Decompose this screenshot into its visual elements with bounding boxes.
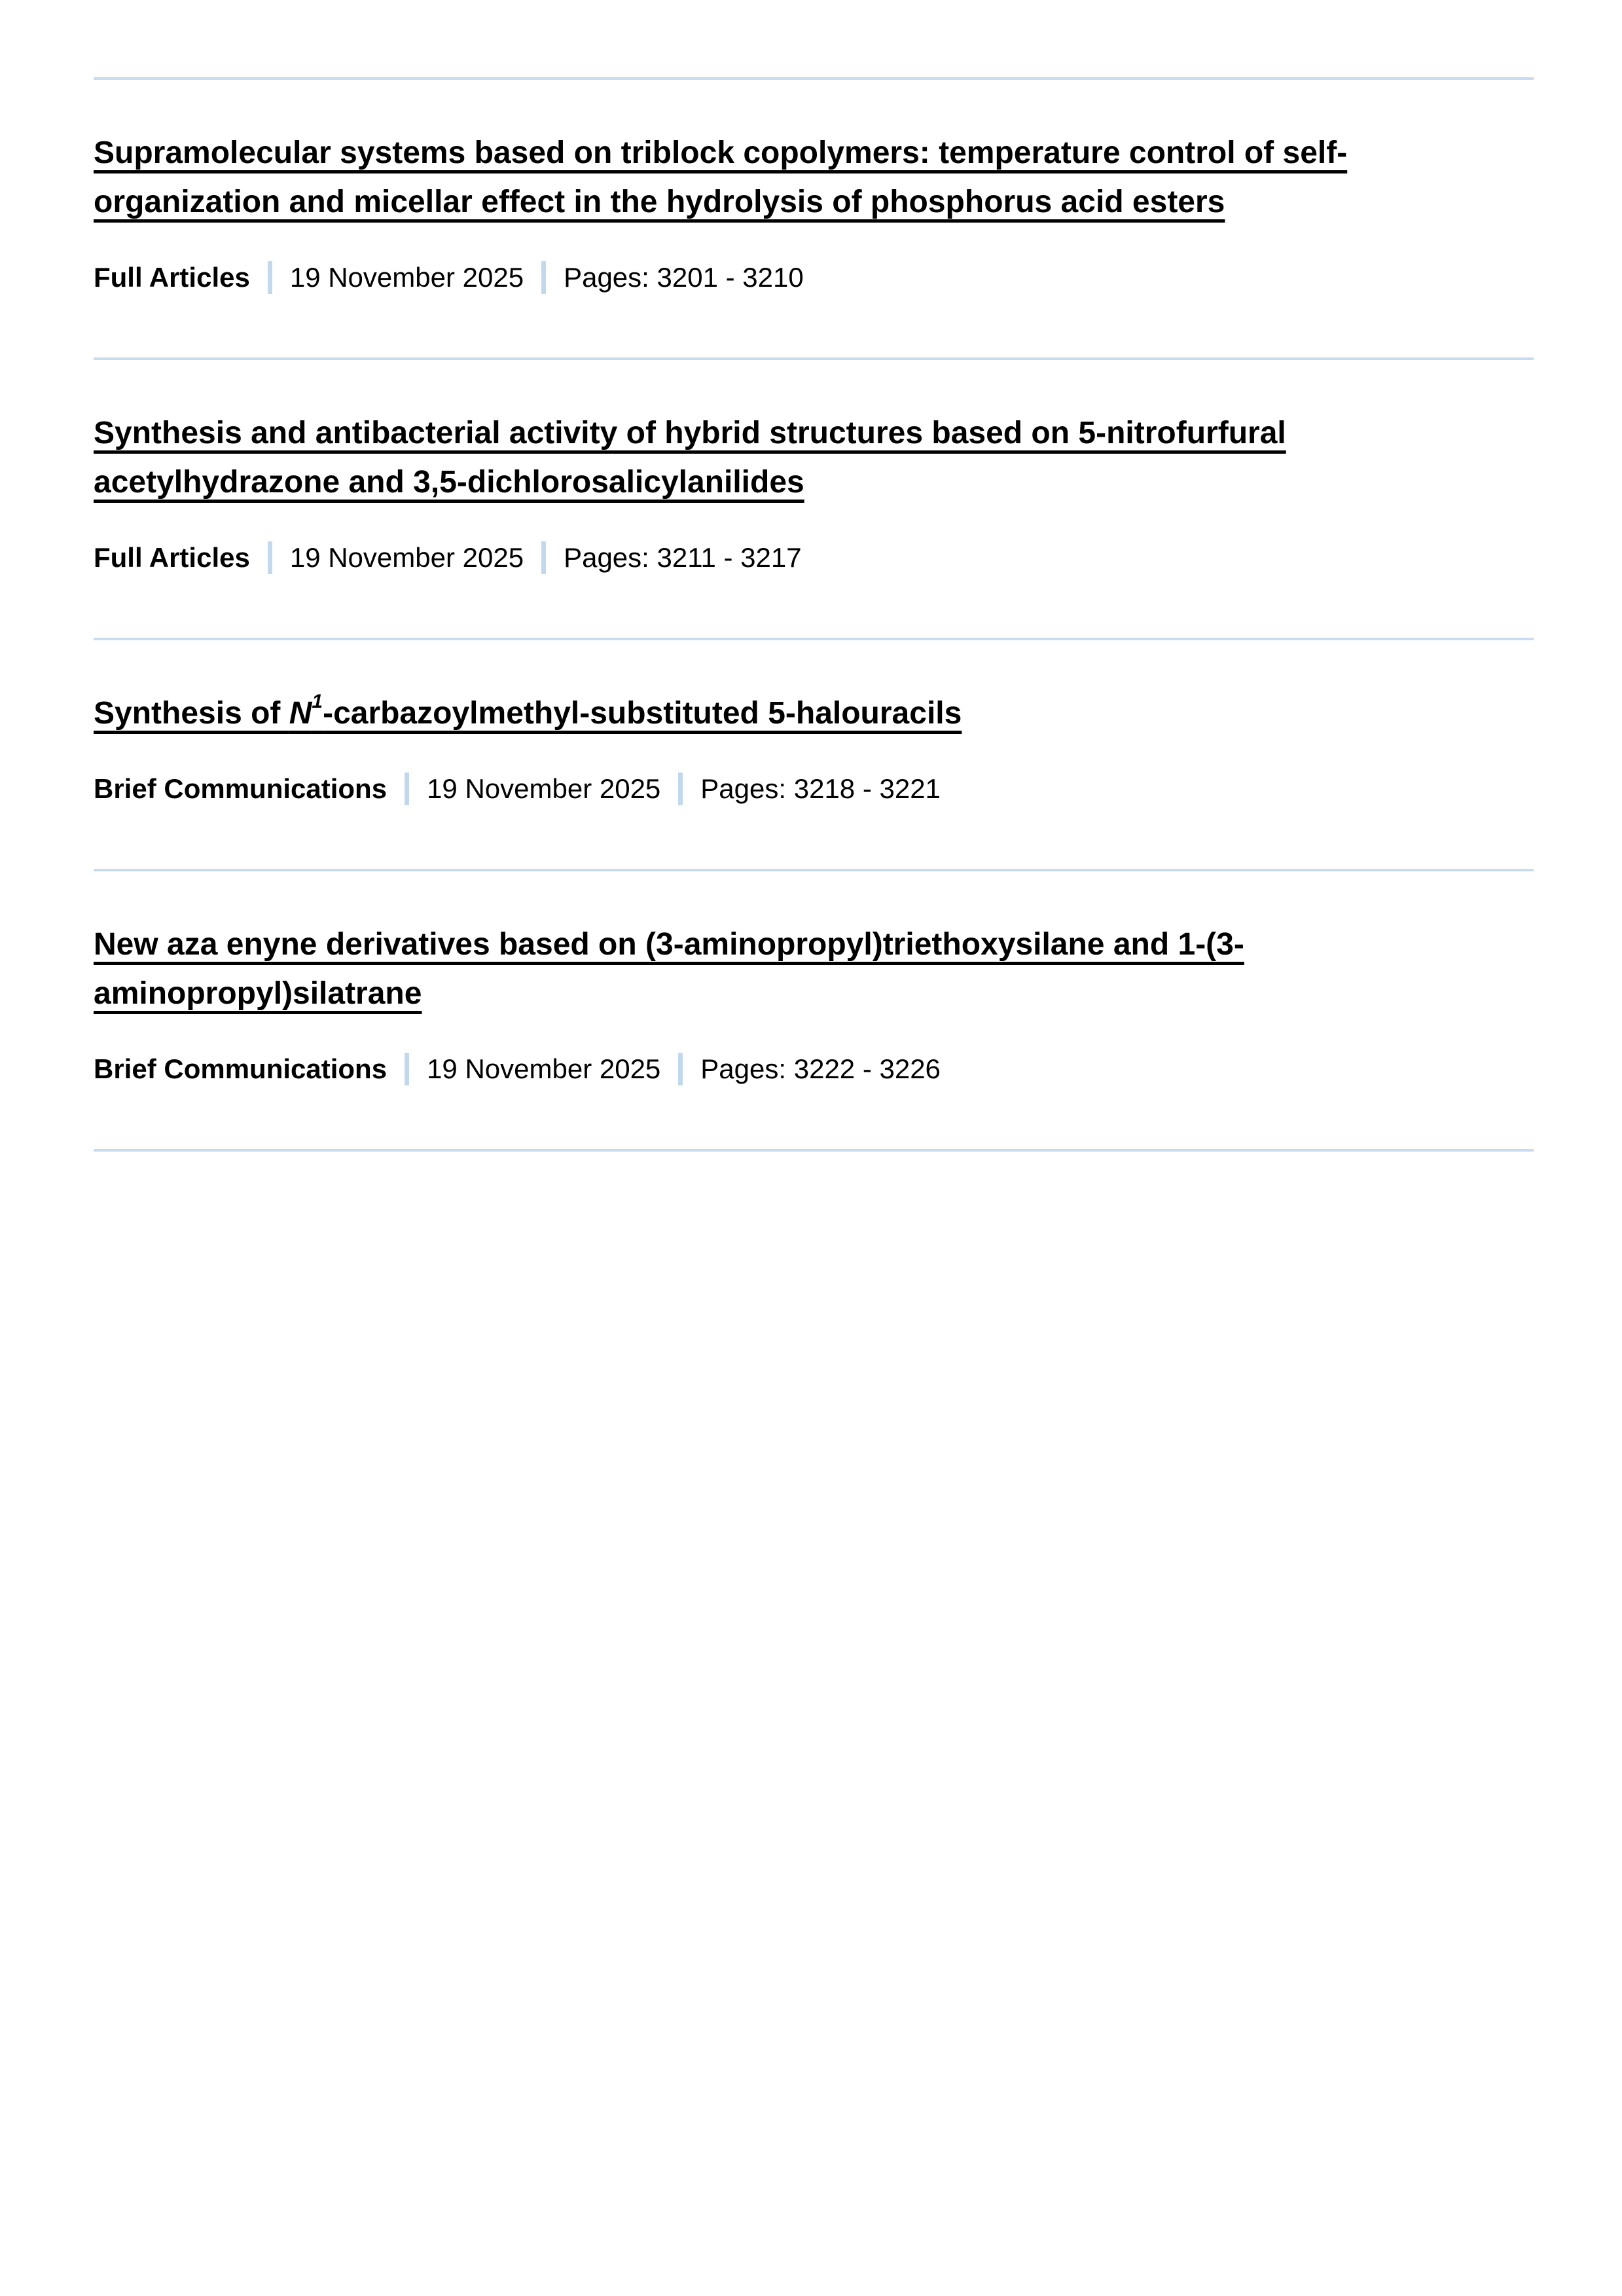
- article-title-text: -carbazoylmethyl-substituted 5-halouracils: [323, 696, 962, 731]
- article-title-link[interactable]: New aza enyne derivatives based on (3-aminopropyl)triethoxysilane and 1-(3-aminopropyl)silatrane: [94, 927, 1244, 1011]
- section-divider: [94, 638, 1534, 640]
- article-meta-row: [94, 772, 1534, 806]
- metadata-separator: [405, 773, 409, 805]
- article-title-link[interactable]: Synthesis and antibacterial activity of hybrid structures based on 5-nitrofurfural acetylhydrazone and 3,5-dichlorosalicylanilides: [94, 416, 1286, 500]
- article-pages: Pages: 3222 - 3226: [700, 1053, 941, 1084]
- metadata-separator: [541, 541, 546, 574]
- journal-toc-article-list: [94, 77, 1534, 1152]
- article-entry: [94, 409, 1534, 638]
- article-date: 19 November 2025: [289, 262, 524, 293]
- article-type-label: Brief Communications: [94, 1053, 387, 1084]
- metadata-separator: [268, 261, 272, 294]
- article-date: 19 November 2025: [427, 773, 661, 804]
- article-entry: [94, 920, 1534, 1149]
- article-entry: [94, 689, 1534, 869]
- article-pages: Pages: 3201 - 3210: [564, 262, 804, 293]
- article-pages: Pages: 3211 - 3217: [564, 542, 802, 573]
- article-title-italic-n: N: [289, 696, 312, 731]
- article-title-link[interactable]: [94, 689, 1534, 738]
- article-meta-row: [94, 541, 1534, 575]
- article-meta-row: [94, 261, 1534, 295]
- article-pages: Pages: 3218 - 3221: [700, 773, 941, 804]
- article-date: 19 November 2025: [289, 542, 524, 573]
- section-divider: [94, 357, 1534, 360]
- article-type-label: Brief Communications: [94, 773, 387, 804]
- section-divider: [94, 77, 1534, 80]
- metadata-separator: [405, 1053, 409, 1085]
- article-title-superscript: 1: [312, 691, 323, 712]
- article-type-label: Full Articles: [94, 262, 250, 293]
- article-title-text: Synthesis of: [94, 696, 289, 731]
- article-type-label: Full Articles: [94, 542, 250, 573]
- section-divider: [94, 1149, 1534, 1152]
- metadata-separator: [678, 1053, 683, 1085]
- article-meta-row: [94, 1052, 1534, 1086]
- article-date: 19 November 2025: [427, 1053, 661, 1084]
- article-title-link[interactable]: Supramolecular systems based on triblock copolymers: temperature control of self-organization and micellar effect in the hydrolysis of phosphorus acid esters: [94, 136, 1348, 219]
- section-divider: [94, 869, 1534, 871]
- metadata-separator: [678, 773, 683, 805]
- article-entry: [94, 128, 1534, 357]
- metadata-separator: [268, 541, 272, 574]
- metadata-separator: [541, 261, 546, 294]
